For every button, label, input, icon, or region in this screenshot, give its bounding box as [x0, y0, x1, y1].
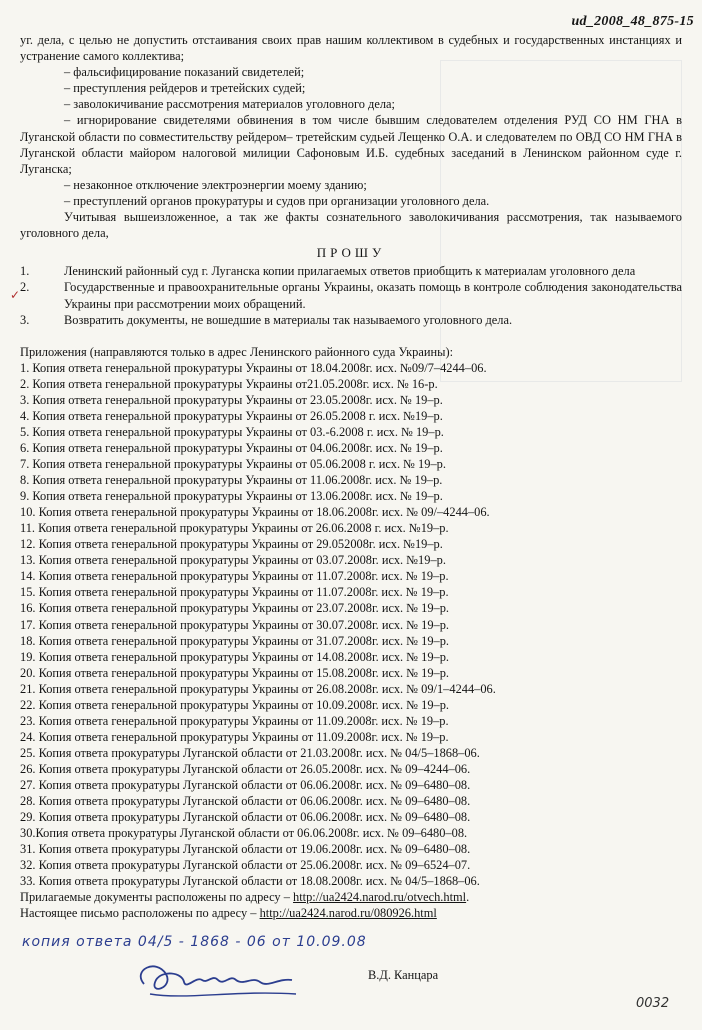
attachment-item: 21. Копия ответа генеральной прокуратуры Украины от 26.08.2008г. исх. № 09/1–4244–06. — [20, 681, 496, 696]
attachments-list — [20, 360, 682, 890]
intro-paragraph: уг. дела, с целью не допустить отстаивания своих прав нашим коллективом в судебных и государственных инстанциях и устранение самого коллектива; — [20, 33, 682, 64]
bullet-item: – преступлений органов прокуратуры и судов при организации уголовного дела. — [64, 193, 490, 208]
attachment-item: 15. Копия ответа генеральной прокуратуры Украины от 11.07.2008г. исх. № 19–р. — [20, 585, 449, 600]
attachment-item: 7. Копия ответа генеральной прокуратуры Украины от 05.06.2008 г. исх. № 19–р. — [20, 457, 446, 472]
request-heading: ПРОШУ — [316, 245, 386, 261]
attachment-item: 5. Копия ответа генеральной прокуратуры Украины от 03.-6.2008 г. исх. № 19–р. — [20, 424, 444, 439]
request-item — [20, 263, 682, 279]
bullet-item: – незаконное отключение электроэнергии моему зданию; — [64, 177, 367, 192]
request-number: 3. — [20, 312, 30, 327]
attachment-item: 31. Копия ответа прокуратуры Луганской области от 19.06.2008г. исх. № 09–6480–08. — [20, 842, 471, 857]
attachment-item: 13. Копия ответа генеральной прокуратуры Украины от 03.07.2008г. исх. №19–р. — [20, 553, 446, 568]
summary-paragraph: Учитывая вышеизложенное, а так же факты сознательного заволокичивания рассмотрения, так называемого уголовного дела, — [20, 210, 682, 241]
documents-line-prefix: Прилагаемые документы расположены по адресу – — [20, 890, 294, 905]
attachment-item: 27. Копия ответа прокуратуры Луганской области от 06.06.2008г. исх. № 09–6480–08. — [20, 778, 471, 792]
attachment-item: 9. Копия ответа генеральной прокуратуры Украины от 13.06.2008г. исх. № 19–р. — [20, 489, 443, 504]
document-id: ud_2008_48_875-15 — [571, 14, 694, 29]
documents-location-line — [20, 889, 682, 905]
attachment-item: 12. Копия ответа генеральной прокуратуры Украины от 29.052008г. исх. №19–р. — [20, 537, 443, 552]
attachment-item: 2. Копия ответа генеральной прокуратуры Украины от21.05.2008г. исх. № 16-р. — [20, 376, 438, 391]
bullet-item: – заволокичивание рассмотрения материалов уголовного дела; — [64, 97, 395, 112]
attachment-item: 28. Копия ответа прокуратуры Луганской области от 06.06.2008г. исх. № 09–6480–08. — [20, 794, 471, 809]
attachment-item: 23. Копия ответа генеральной прокуратуры Украины от 11.09.2008г. исх. № 19–р. — [20, 713, 449, 728]
attachment-item: 26. Копия ответа прокуратуры Луганской области от 26.05.2008г. исх. № 09–4244–06. — [20, 761, 471, 776]
attachment-item: 24. Копия ответа генеральной прокуратуры Украины от 11.09.2008г. исх. № 19–р. — [20, 729, 449, 744]
attachment-item: 33. Копия ответа прокуратуры Луганской области от 18.08.2008г. исх. № 04/5–1868–06. — [20, 874, 480, 889]
signer-name: В.Д. Канцара — [368, 968, 439, 982]
attachment-item: 29. Копия ответа прокуратуры Луганской области от 06.06.2008г. исх. № 09–6480–08. — [20, 810, 471, 825]
attachment-item: 22. Копия ответа генеральной прокуратуры Украины от 10.09.2008г. исх. № 19–р. — [20, 697, 450, 712]
request-item — [20, 279, 682, 311]
request-text: Государственные и правоохранительные органы Украины, оказать помощь в контроле соблюдения законодательства Украины при рассмотрении моих обращений. — [64, 280, 682, 311]
document-body — [20, 32, 682, 922]
letter-link[interactable]: http://ua2424.narod.ru/080926.html — [259, 906, 437, 921]
request-number: 1. — [20, 264, 30, 279]
page-number: 0032 — [636, 996, 670, 1011]
letter-location-line — [20, 905, 682, 921]
attachment-item: 10. Копия ответа генеральной прокуратуры Украины от 18.06.2008г. исх. № 09/–4244–06. — [20, 505, 490, 520]
request-list — [20, 263, 682, 327]
attachment-item: 16. Копия ответа генеральной прокуратуры Украины от 23.07.2008г. исх. № 19–р. — [20, 601, 450, 616]
attachment-item: 18. Копия ответа генеральной прокуратуры Украины от 31.07.2008г. исх. № 19–р. — [20, 633, 450, 648]
letter-line-prefix: Настоящее письмо расположены по адресу – — [20, 906, 260, 921]
bullet-item: – преступления рейдеров и третейских судей; — [64, 81, 306, 96]
attachment-item: 8. Копия ответа генеральной прокуратуры Украины от 11.06.2008г. исх. № 19–р. — [20, 473, 443, 488]
attachment-item: 14. Копия ответа генеральной прокуратуры Украины от 11.07.2008г. исх. № 19–р. — [20, 569, 449, 584]
attachment-item: 1. Копия ответа генеральной прокуратуры Украины от 18.04.2008г. исх. №09/7–4244–06. — [20, 360, 487, 375]
attachment-item: 6. Копия ответа генеральной прокуратуры Украины от 04.06.2008г. исх. № 19–р. — [20, 441, 443, 456]
documents-link[interactable]: http://ua2424.narod.ru/otvech.html — [293, 890, 467, 905]
request-text: Возвратить документы, не вошедшие в материалы так называемого уголовного дела. — [64, 312, 513, 327]
attachment-item: 3. Копия ответа генеральной прокуратуры Украины от 23.05.2008г. исх. № 19–р. — [20, 392, 443, 407]
attachment-item: 11. Копия ответа генеральной прокуратуры Украины от 26.06.2008 г. исх. №19–р. — [20, 521, 449, 536]
attachment-item: 20. Копия ответа генеральной прокуратуры Украины от 15.08.2008г. исх. № 19–р. — [20, 665, 450, 680]
bullet-list-violations — [20, 64, 682, 209]
attachment-item: 19. Копия ответа генеральной прокуратуры Украины от 14.08.2008г. исх. № 19–р. — [20, 649, 450, 664]
margin-check-mark: ✓ — [10, 288, 21, 302]
bullet-item: – фальсифицирование показаний свидетелей; — [64, 65, 305, 80]
handwritten-note: копия ответа 04/5 - 1868 - 06 от 10.09.08 — [22, 934, 367, 950]
request-number: 2. — [20, 280, 30, 295]
bullet-item: – игнорирование свидетелями обвинения в том числе бывшим следователем отделения РУД СО НМ ГНА в Луганской области по совместительству рейдером– третейским судьей Лещенко О.А. и следователем по ОВД СО НМ ГНА в Луганской области майором налоговой милиции Сафоновым И.Б. судебных заседаний в Ленинском районном суде г. Луганска; — [20, 113, 682, 176]
request-item — [20, 312, 682, 328]
attachment-item: 4. Копия ответа генеральной прокуратуры Украины от 26.05.2008 г. исх. №19–р. — [20, 408, 443, 423]
attachment-item: 32. Копия ответа прокуратуры Луганской области от 25.06.2008г. исх. № 09–6524–07. — [20, 858, 471, 873]
attachments-title: Приложения (направляются только в адрес Ленинского районного суда Украины): — [20, 344, 454, 359]
attachment-item: 25. Копия ответа прокуратуры Луганской области от 21.03.2008г. исх. № 04/5–1868–06. — [20, 745, 480, 760]
signature-image — [126, 950, 306, 1010]
attachment-item: 17. Копия ответа генеральной прокуратуры Украины от 30.07.2008г. исх. № 19–р. — [20, 617, 450, 632]
request-text: Ленинский районный суд г. Луганска копии прилагаемых ответов приобщить к материалам уголовного дела — [64, 264, 636, 279]
attachment-item: 30.Копия ответа прокуратуры Луганской области от 06.06.2008г. исх. № 09–6480–08. — [20, 826, 468, 841]
documents-line-suffix: . — [466, 890, 470, 905]
